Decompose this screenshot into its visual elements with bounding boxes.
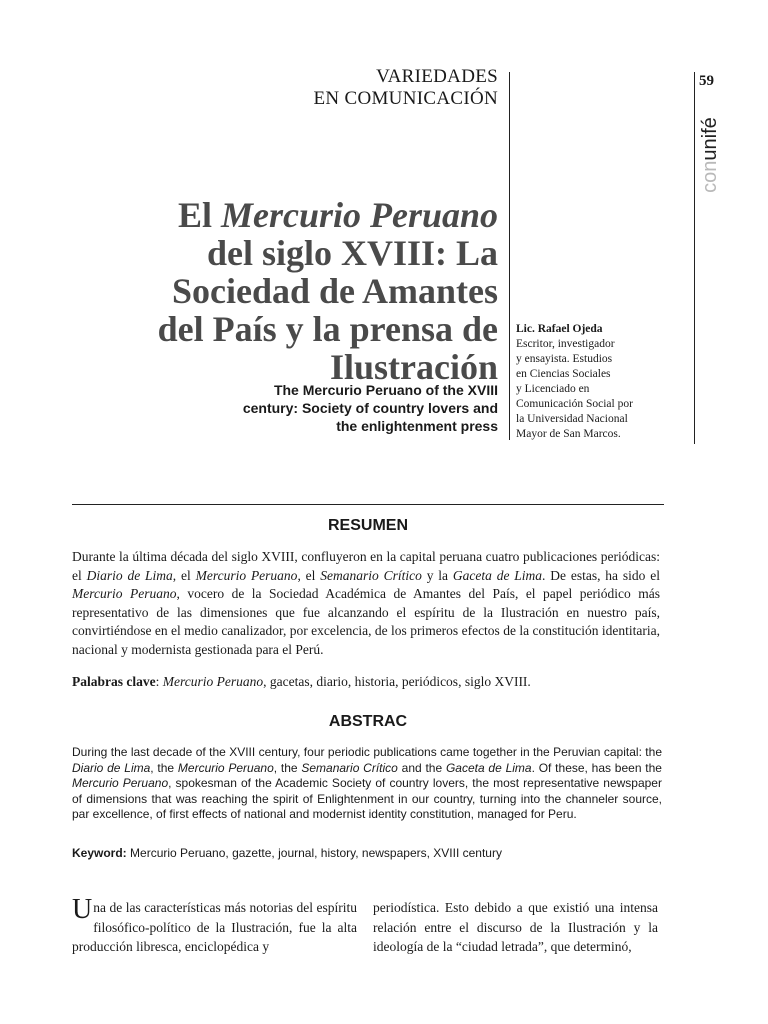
author-bio-line: y ensayista. Estudios [516,353,613,365]
body-column-right: periodística. Esto debido a que existió una intensa relación entre el discurso de la Ilustración y la ideología de la “ciudad letrada”, que determinó, [373,900,658,954]
page-number: 59 [699,73,714,89]
author-bio-line: y Licenciado en [516,383,590,395]
resumen-paragraph [72,548,660,659]
abstract-heading: ABSTRAC [328,713,408,730]
keywords-label: Palabras clave [72,674,156,689]
title-italic: Mercurio Peruano [220,195,498,235]
italic-run: Semanario Crítico [320,567,422,583]
title-line-5: Ilustración [329,347,498,387]
section-label-line2: EN COMUNICACIÓN [313,88,498,109]
text-run: : [155,674,163,689]
author-bio-line: la Universidad Nacional [516,413,628,425]
title-line-1 [138,196,498,234]
horizontal-rule [72,504,664,505]
text-run: y la [421,567,453,583]
author-bio-line: Mayor de San Marcos. [516,428,621,440]
text-run: , the [150,760,178,775]
italic-run: Semanario Crítico [301,760,398,775]
drop-cap: U [72,894,93,925]
italic-run: Gaceta de Lima [452,567,543,583]
text-run: . De estas, ha sido el [542,567,660,583]
column-divider [509,72,510,440]
body-text: na de las características más notorias del espíritu filosófico-político de la Ilustración, fue la alta producción libresca, enciclopédica y [72,900,357,954]
author-bio-line: Comunicación Social por [516,398,633,410]
resumen-heading: RESUMEN [327,517,408,534]
english-title-line-2: century: Society of country lovers and [242,400,498,416]
text-run: and the [397,760,446,775]
author-name: Lic. Rafael Ojeda [516,323,603,335]
article-title [138,196,498,386]
author-box [516,322,696,442]
abstract-paragraph [72,745,662,823]
italic-run: Mercurio Peruano [72,776,169,790]
journal-brand-logo [700,105,720,205]
title-prefix: El [177,195,221,235]
text-run: , vocero de la Sociedad Académica de Amantes del País, el papel periódico más representativo de las dimensiones que fue alcanzando el espíritu de la Ilustración en nuestro país, convirtiéndose en el medio canalizador, por excelencia, de los primeros efectos de la constitución identitaria, nacional y modernista gestionada para el Perú. [72,586,660,657]
section-label-line1: VARIEDADES [376,66,498,87]
english-title-line-1: The Mercurio Peruano of the XVIII [273,382,498,398]
italic-run: Diario de Lima [72,760,151,775]
text-run: , el [172,567,196,583]
palabras-clave [72,673,660,691]
italic-run: Mercurio Peruano [72,586,177,601]
italic-run: Mercurio Peruano [177,760,274,775]
keyword-label: Keyword: [72,846,127,860]
italic-run: Diario de Lima [86,567,173,583]
text-run: During the last decade of the XVIII century, four periodic publications came together in the Peruvian capital: the [72,745,662,759]
italic-run: Mercurio Peruano [162,674,264,689]
author-bio-line: en Ciencias Sociales [516,368,611,380]
author-bio-line: Escritor, investigador [516,338,615,350]
text-run: Mercurio Peruano, gazette, journal, history, newspapers, XVIII century [126,846,502,860]
brand-light-part: con [698,160,721,193]
title-line-4: del País y la prensa de [157,309,498,349]
title-line-3: Sociedad de Amantes [171,271,498,311]
italic-run: Mercurio Peruano [195,567,298,583]
english-title [178,381,498,435]
text-run: , spokesman of the Academic Society of country lovers, the most representative newspaper of dimensions that was reaching the spirit of Enlightenment in our country, turning into the channeler source, par excellence, of first effects of national and modernist identity constitution, managed for Peru. [72,776,662,821]
body-column-left [72,894,357,957]
text-run: , el [297,567,321,583]
brand-dark-part: unifé [698,117,721,161]
section-label [314,66,498,110]
text-run: , gacetas, diario, historia, periódicos, siglo XVIII. [263,674,531,689]
text-run: , the [273,760,302,775]
text-run: . Of these, has been the [531,760,662,775]
keywords-english [72,845,662,861]
english-title-line-3: the enlightenment press [336,418,498,434]
text-run: Durante la última década del siglo XVIII, confluyeron en la capital peruana cuatro publicaciones periódicas: el [72,549,660,583]
title-line-2: del siglo XVIII: La [206,233,498,273]
italic-run: Gaceta de Lima [445,760,532,775]
